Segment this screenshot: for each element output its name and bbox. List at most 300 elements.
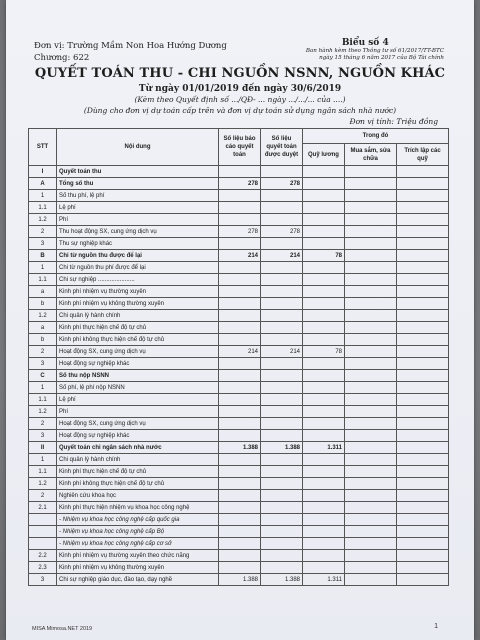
row-approved-cell	[261, 550, 303, 562]
table-row	[29, 490, 449, 502]
row-salary-cell	[303, 538, 345, 550]
row-stt-cell: a	[29, 286, 57, 298]
row-funds-cell	[397, 310, 449, 322]
row-salary-cell	[303, 418, 345, 430]
row-funds-cell	[397, 274, 449, 286]
row-stt-cell: 1.2	[29, 406, 57, 418]
row-stt-cell: a	[29, 322, 57, 334]
row-purchase-cell	[345, 238, 397, 250]
row-content-cell: Kinh phí nhiệm vụ thường xuyên	[57, 286, 219, 298]
decision-reference: (Kèm theo Quyết định số .../QĐ- ... ngày .../.../... của ....)	[134, 95, 346, 104]
row-purchase-cell	[345, 526, 397, 538]
row-funds-cell	[397, 406, 449, 418]
row-stt-cell: 2.3	[29, 562, 57, 574]
row-funds-cell	[397, 394, 449, 406]
row-purchase-cell	[345, 214, 397, 226]
table-row	[29, 346, 449, 358]
row-reported-cell	[219, 166, 261, 178]
row-approved-cell	[261, 274, 303, 286]
row-salary-cell	[303, 274, 345, 286]
row-content-cell: Chi quản lý hành chính	[57, 454, 219, 466]
row-reported-cell	[219, 214, 261, 226]
row-salary-cell	[303, 478, 345, 490]
row-funds-cell	[397, 238, 449, 250]
col-header-group: Trong đó	[303, 129, 449, 144]
table-row	[29, 562, 449, 574]
row-content-cell: Chi quản lý hành chính	[57, 310, 219, 322]
row-stt-cell: 2	[29, 226, 57, 238]
row-content-cell: Chi từ nguồn thu phí được để lại	[57, 262, 219, 274]
row-salary-cell	[303, 514, 345, 526]
row-approved-cell	[261, 466, 303, 478]
row-salary-cell	[303, 202, 345, 214]
row-content-cell: Thu hoạt động SX, cung ứng dịch vụ	[57, 226, 219, 238]
row-funds-cell	[397, 418, 449, 430]
table-row	[29, 214, 449, 226]
row-reported-cell: 278	[219, 178, 261, 190]
row-purchase-cell	[345, 502, 397, 514]
row-content-cell: Kinh phí thực hiện nhiệm vụ khoa học công nghệ	[57, 502, 219, 514]
row-salary-cell	[303, 550, 345, 562]
form-number: Biểu số 4	[341, 38, 389, 48]
row-approved-cell	[261, 454, 303, 466]
row-reported-cell	[219, 466, 261, 478]
row-approved-cell	[261, 334, 303, 346]
row-funds-cell	[397, 250, 449, 262]
row-reported-cell	[219, 478, 261, 490]
table-row	[29, 298, 449, 310]
table-row	[29, 262, 449, 274]
row-approved-cell: 278	[261, 226, 303, 238]
row-salary-cell	[303, 322, 345, 334]
row-approved-cell	[261, 514, 303, 526]
row-salary-cell: 78	[303, 250, 345, 262]
row-purchase-cell	[345, 418, 397, 430]
row-reported-cell	[219, 550, 261, 562]
row-approved-cell	[261, 166, 303, 178]
row-purchase-cell	[345, 202, 397, 214]
row-funds-cell	[397, 226, 449, 238]
table-row	[29, 406, 449, 418]
row-approved-cell	[261, 418, 303, 430]
currency-unit: Đơn vị tính: Triệu đồng	[349, 117, 438, 126]
table-row	[29, 322, 449, 334]
row-purchase-cell	[345, 454, 397, 466]
row-approved-cell	[261, 286, 303, 298]
row-approved-cell: 1.388	[261, 574, 303, 586]
row-approved-cell	[261, 322, 303, 334]
row-content-cell: - Nhiệm vụ khoa học công nghệ cấp quốc gia	[57, 514, 219, 526]
form-reference	[306, 38, 444, 62]
row-stt-cell: 2.2	[29, 550, 57, 562]
row-purchase-cell	[345, 262, 397, 274]
row-stt-cell	[29, 514, 57, 526]
row-purchase-cell	[345, 370, 397, 382]
row-stt-cell: 2.1	[29, 502, 57, 514]
row-salary-cell	[303, 226, 345, 238]
unit-line: Đơn vị: Trường Mầm Non Hoa Hướng Dương	[34, 41, 227, 51]
row-stt-cell: B	[29, 250, 57, 262]
table-row	[29, 202, 449, 214]
header-row	[29, 129, 449, 144]
row-approved-cell	[261, 358, 303, 370]
row-stt-cell: 1.2	[29, 310, 57, 322]
row-reported-cell	[219, 382, 261, 394]
row-purchase-cell	[345, 178, 397, 190]
row-purchase-cell	[345, 310, 397, 322]
table-row	[29, 382, 449, 394]
table-row	[29, 442, 449, 454]
row-content-cell: Tổng số thu	[57, 178, 219, 190]
row-purchase-cell	[345, 430, 397, 442]
row-reported-cell	[219, 370, 261, 382]
row-salary-cell	[303, 490, 345, 502]
row-funds-cell	[397, 442, 449, 454]
table-row	[29, 418, 449, 430]
table-row	[29, 190, 449, 202]
row-salary-cell	[303, 298, 345, 310]
row-funds-cell	[397, 334, 449, 346]
row-salary-cell	[303, 370, 345, 382]
row-funds-cell	[397, 454, 449, 466]
row-approved-cell	[261, 538, 303, 550]
row-stt-cell: 3	[29, 358, 57, 370]
row-content-cell: - Nhiệm vụ khoa học công nghệ cấp Bộ	[57, 526, 219, 538]
row-purchase-cell	[345, 334, 397, 346]
row-purchase-cell	[345, 442, 397, 454]
row-approved-cell	[261, 406, 303, 418]
row-content-cell: - Nhiệm vụ khoa học công nghệ cấp cơ sở	[57, 538, 219, 550]
row-purchase-cell	[345, 382, 397, 394]
row-purchase-cell	[345, 346, 397, 358]
row-reported-cell	[219, 526, 261, 538]
row-stt-cell: 1.2	[29, 478, 57, 490]
row-stt-cell: II	[29, 442, 57, 454]
row-reported-cell	[219, 502, 261, 514]
row-stt-cell: 2	[29, 418, 57, 430]
row-approved-cell	[261, 502, 303, 514]
row-salary-cell	[303, 382, 345, 394]
row-reported-cell	[219, 454, 261, 466]
table-row	[29, 502, 449, 514]
row-approved-cell	[261, 430, 303, 442]
row-content-cell: Hoạt động SX, cung ứng dịch vụ	[57, 346, 219, 358]
row-salary-cell: 1.311	[303, 442, 345, 454]
row-salary-cell	[303, 310, 345, 322]
row-approved-cell	[261, 238, 303, 250]
row-salary-cell	[303, 454, 345, 466]
row-purchase-cell	[345, 298, 397, 310]
row-purchase-cell	[345, 250, 397, 262]
col-header-content: Nội dung	[57, 129, 219, 166]
row-salary-cell	[303, 502, 345, 514]
page-number: 1	[434, 623, 438, 630]
row-content-cell: Phí	[57, 406, 219, 418]
row-content-cell: Kinh phí nhiệm vụ thường xuyên theo chức năng	[57, 550, 219, 562]
row-reported-cell	[219, 202, 261, 214]
row-reported-cell: 1.388	[219, 574, 261, 586]
row-stt-cell: 1.1	[29, 274, 57, 286]
row-funds-cell	[397, 178, 449, 190]
table-row	[29, 334, 449, 346]
report-sheet	[6, 0, 474, 640]
row-salary-cell	[303, 214, 345, 226]
row-approved-cell	[261, 370, 303, 382]
row-content-cell: Kinh phí thực hiện chế độ tự chủ	[57, 322, 219, 334]
row-purchase-cell	[345, 226, 397, 238]
row-content-cell: Số thu phí, lệ phí	[57, 190, 219, 202]
table-row	[29, 358, 449, 370]
usage-note: (Dùng cho đơn vị dự toán cấp trên và đơn vị dự toán sử dụng ngân sách nhà nước)	[83, 106, 397, 115]
row-content-cell: Lệ phí	[57, 202, 219, 214]
row-content-cell: Số phí, lệ phí nộp NSNN	[57, 382, 219, 394]
organization-header	[34, 40, 227, 64]
row-purchase-cell	[345, 274, 397, 286]
row-funds-cell	[397, 262, 449, 274]
row-purchase-cell	[345, 562, 397, 574]
row-funds-cell	[397, 322, 449, 334]
row-funds-cell	[397, 358, 449, 370]
row-stt-cell	[29, 538, 57, 550]
row-funds-cell	[397, 430, 449, 442]
circular-note: Ban hành kèm theo Thông tư số 61/2017/TT-BTC	[305, 48, 444, 54]
table-row	[29, 466, 449, 478]
row-content-cell: Chi sự nghiệp giáo dục, đào tạo, dạy nghề	[57, 574, 219, 586]
row-salary-cell	[303, 430, 345, 442]
row-reported-cell	[219, 286, 261, 298]
row-content-cell: Hoạt động SX, cung ứng dịch vụ	[57, 418, 219, 430]
row-reported-cell: 278	[219, 226, 261, 238]
row-reported-cell	[219, 274, 261, 286]
row-stt-cell: A	[29, 178, 57, 190]
table-row	[29, 574, 449, 586]
row-reported-cell	[219, 562, 261, 574]
row-reported-cell	[219, 310, 261, 322]
row-purchase-cell	[345, 286, 397, 298]
row-stt-cell: b	[29, 298, 57, 310]
row-stt-cell	[29, 526, 57, 538]
row-stt-cell: 1	[29, 190, 57, 202]
row-reported-cell: 214	[219, 346, 261, 358]
row-content-cell: Hoạt động sự nghiệp khác	[57, 430, 219, 442]
row-purchase-cell	[345, 514, 397, 526]
row-salary-cell	[303, 526, 345, 538]
row-approved-cell	[261, 190, 303, 202]
row-stt-cell: 3	[29, 574, 57, 586]
row-approved-cell	[261, 310, 303, 322]
row-salary-cell	[303, 334, 345, 346]
row-stt-cell: 1	[29, 262, 57, 274]
table-body	[29, 166, 449, 586]
col-header-reported: Số liệu báo cáo quyết toán	[219, 129, 261, 166]
table-row	[29, 250, 449, 262]
row-purchase-cell	[345, 478, 397, 490]
row-content-cell: Quyết toán chi ngân sách nhà nước	[57, 442, 219, 454]
row-salary-cell	[303, 358, 345, 370]
col-header-salary: Quỹ lương	[303, 144, 345, 166]
row-approved-cell: 278	[261, 178, 303, 190]
row-salary-cell	[303, 166, 345, 178]
row-funds-cell	[397, 202, 449, 214]
col-header-funds: Trích lập các quỹ	[397, 144, 449, 166]
row-approved-cell	[261, 202, 303, 214]
row-purchase-cell	[345, 322, 397, 334]
row-approved-cell	[261, 526, 303, 538]
row-reported-cell	[219, 298, 261, 310]
table-row	[29, 454, 449, 466]
row-purchase-cell	[345, 406, 397, 418]
row-content-cell: Hoạt động sự nghiệp khác	[57, 358, 219, 370]
row-approved-cell	[261, 262, 303, 274]
row-stt-cell: 3	[29, 430, 57, 442]
row-reported-cell: 1.388	[219, 442, 261, 454]
col-header-stt: STT	[29, 129, 57, 166]
row-salary-cell: 1.311	[303, 574, 345, 586]
row-reported-cell	[219, 514, 261, 526]
row-stt-cell: I	[29, 166, 57, 178]
row-content-cell: Chi từ nguồn thu được để lại	[57, 250, 219, 262]
row-stt-cell: 1.1	[29, 394, 57, 406]
table-row	[29, 166, 449, 178]
row-funds-cell	[397, 502, 449, 514]
row-funds-cell	[397, 562, 449, 574]
row-reported-cell	[219, 262, 261, 274]
row-purchase-cell	[345, 190, 397, 202]
row-salary-cell	[303, 262, 345, 274]
row-stt-cell: 1	[29, 454, 57, 466]
row-funds-cell	[397, 286, 449, 298]
row-stt-cell: 1.1	[29, 466, 57, 478]
row-purchase-cell	[345, 490, 397, 502]
row-funds-cell	[397, 574, 449, 586]
settlement-table	[28, 128, 449, 586]
row-stt-cell: 2	[29, 346, 57, 358]
row-reported-cell	[219, 238, 261, 250]
row-funds-cell	[397, 466, 449, 478]
row-purchase-cell	[345, 466, 397, 478]
row-funds-cell	[397, 166, 449, 178]
row-salary-cell	[303, 238, 345, 250]
table-row	[29, 550, 449, 562]
row-reported-cell	[219, 406, 261, 418]
row-reported-cell: 214	[219, 250, 261, 262]
table-row	[29, 226, 449, 238]
row-funds-cell	[397, 550, 449, 562]
row-funds-cell	[397, 346, 449, 358]
row-content-cell: Kinh phí nhiệm vụ không thường xuyên	[57, 562, 219, 574]
chapter-line: Chương: 622	[34, 53, 90, 63]
row-content-cell: Kinh phí nhiệm vụ không thường xuyên	[57, 298, 219, 310]
row-reported-cell	[219, 418, 261, 430]
row-reported-cell	[219, 394, 261, 406]
row-stt-cell: 1.2	[29, 214, 57, 226]
row-funds-cell	[397, 190, 449, 202]
row-salary-cell	[303, 466, 345, 478]
table-row	[29, 514, 449, 526]
software-footer: MISA Mimosa.NET 2019	[32, 626, 93, 632]
table-row	[29, 238, 449, 250]
row-reported-cell	[219, 322, 261, 334]
row-content-cell: Quyết toán thu	[57, 166, 219, 178]
row-content-cell: Chi sự nghiệp ......................	[57, 274, 219, 286]
row-salary-cell	[303, 562, 345, 574]
row-salary-cell	[303, 394, 345, 406]
report-title: QUYẾT TOÁN THU - CHI NGUỒN NSNN, NGUỒN KHÁC	[34, 66, 446, 81]
row-purchase-cell	[345, 394, 397, 406]
row-reported-cell	[219, 334, 261, 346]
row-stt-cell: 1.1	[29, 202, 57, 214]
table-row	[29, 478, 449, 490]
table-row	[29, 286, 449, 298]
row-approved-cell	[261, 298, 303, 310]
row-approved-cell	[261, 394, 303, 406]
table-row	[29, 430, 449, 442]
row-approved-cell	[261, 214, 303, 226]
row-approved-cell	[261, 490, 303, 502]
row-content-cell: Kinh phí không thực hiện chế độ tự chủ	[57, 334, 219, 346]
row-content-cell: Lệ phí	[57, 394, 219, 406]
row-funds-cell	[397, 514, 449, 526]
col-header-approved: Số liệu quyết toán được duyệt	[261, 129, 303, 166]
table-row	[29, 538, 449, 550]
row-reported-cell	[219, 358, 261, 370]
row-approved-cell: 214	[261, 250, 303, 262]
row-stt-cell: b	[29, 334, 57, 346]
circular-date-note: ngày 15 tháng 6 năm 2017 của Bộ Tài chính	[319, 55, 444, 61]
row-funds-cell	[397, 478, 449, 490]
row-content-cell: Số thu nộp NSNN	[57, 370, 219, 382]
row-purchase-cell	[345, 550, 397, 562]
row-reported-cell	[219, 538, 261, 550]
row-purchase-cell	[345, 538, 397, 550]
row-purchase-cell	[345, 166, 397, 178]
row-funds-cell	[397, 298, 449, 310]
row-content-cell: Kinh phí thực hiện chế độ tự chủ	[57, 466, 219, 478]
table-row	[29, 178, 449, 190]
row-salary-cell	[303, 406, 345, 418]
row-content-cell: Nghiên cứu khoa học	[57, 490, 219, 502]
row-funds-cell	[397, 214, 449, 226]
row-stt-cell: 1	[29, 382, 57, 394]
table-row	[29, 394, 449, 406]
table-row	[29, 310, 449, 322]
col-header-purchase: Mua sắm, sửa chữa	[345, 144, 397, 166]
row-stt-cell: C	[29, 370, 57, 382]
row-stt-cell: 2	[29, 490, 57, 502]
row-funds-cell	[397, 382, 449, 394]
row-reported-cell	[219, 190, 261, 202]
row-salary-cell	[303, 190, 345, 202]
row-content-cell: Kinh phí không thực hiện chế độ tự chủ	[57, 478, 219, 490]
row-salary-cell	[303, 286, 345, 298]
row-approved-cell	[261, 562, 303, 574]
row-salary-cell: 78	[303, 346, 345, 358]
row-salary-cell	[303, 178, 345, 190]
row-funds-cell	[397, 490, 449, 502]
row-approved-cell	[261, 382, 303, 394]
table-row	[29, 370, 449, 382]
row-purchase-cell	[345, 358, 397, 370]
table-row	[29, 274, 449, 286]
row-funds-cell	[397, 526, 449, 538]
row-purchase-cell	[345, 574, 397, 586]
row-funds-cell	[397, 370, 449, 382]
row-reported-cell	[219, 490, 261, 502]
row-funds-cell	[397, 538, 449, 550]
row-reported-cell	[219, 430, 261, 442]
row-approved-cell	[261, 478, 303, 490]
table-row	[29, 526, 449, 538]
